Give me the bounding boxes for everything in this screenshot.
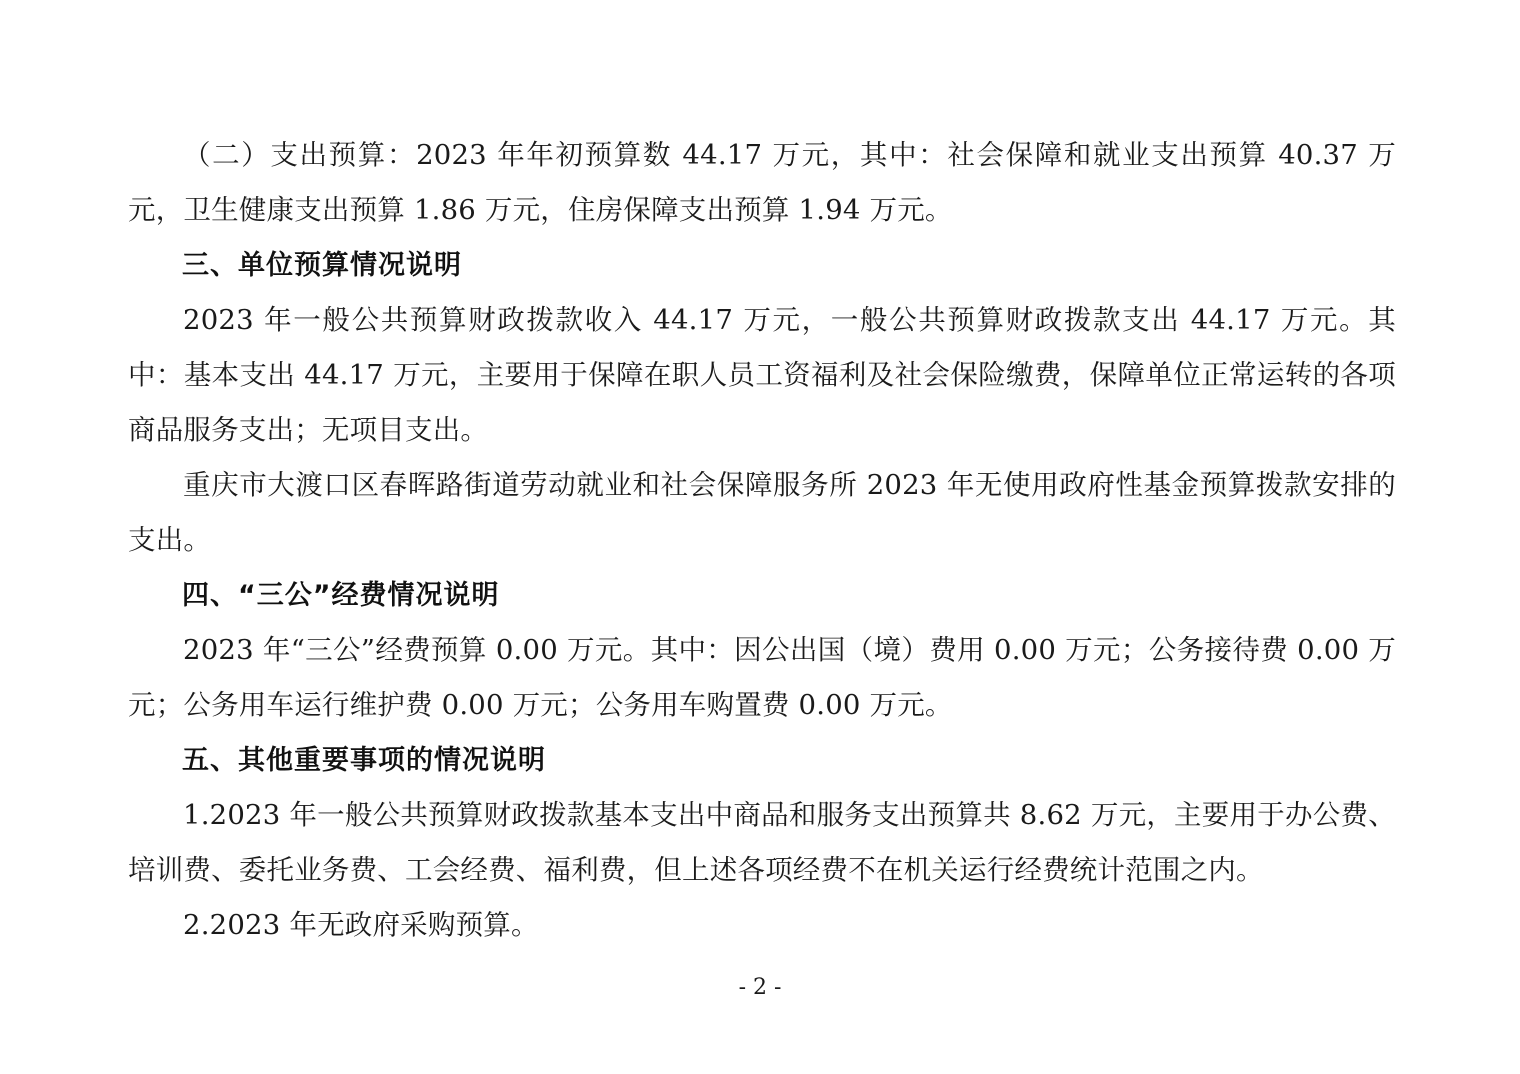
- paragraph-expenditure-budget: （二）支出预算：2023 年年初预算数 44.17 万元，其中：社会保障和就业支出预算 40.37 万元，卫生健康支出预算 1.86 万元，住房保障支出预算 1.94 万元。: [128, 139, 1396, 226]
- heading-section-five: 五、其他重要事项的情况说明: [182, 745, 546, 776]
- paragraph-other-matters-item-1: 1.2023 年一般公共预算财政拨款基本支出中商品和服务支出预算共 8.62 万元，主要用于办公费、培训费、委托业务费、工会经费、福利费，但上述各项经费不在机关运行经费统计范围之内。: [128, 799, 1396, 886]
- paragraph-other-matters-item-2: 2.2023 年无政府采购预算。: [183, 909, 539, 941]
- paragraph-unit-budget-explanation: 2023 年一般公共预算财政拨款收入 44.17 万元，一般公共预算财政拨款支出 44.17 万元。其中：基本支出 44.17 万元，主要用于保障在职人员工资福利及社会保险缴费，保障单位正常运转的各项商品服务支出；无项目支出。: [128, 304, 1396, 446]
- paragraph-government-fund-budget: 重庆市大渡口区春晖路街道劳动就业和社会保障服务所 2023 年无使用政府性基金预算拨款安排的支出。: [128, 469, 1396, 556]
- heading-section-three: 三、单位预算情况说明: [182, 250, 462, 281]
- paragraph-three-public-expenses: 2023 年“三公”经费预算 0.00 万元。其中：因公出国（境）费用 0.00 万元；公务接待费 0.00 万元；公务用车运行维护费 0.00 万元；公务用车购置费 0.00 万元。: [128, 634, 1396, 721]
- page-number: - 2 -: [738, 975, 782, 1000]
- heading-section-four: 四、“三公”经费情况说明: [182, 580, 500, 611]
- document-body: [128, 128, 1396, 953]
